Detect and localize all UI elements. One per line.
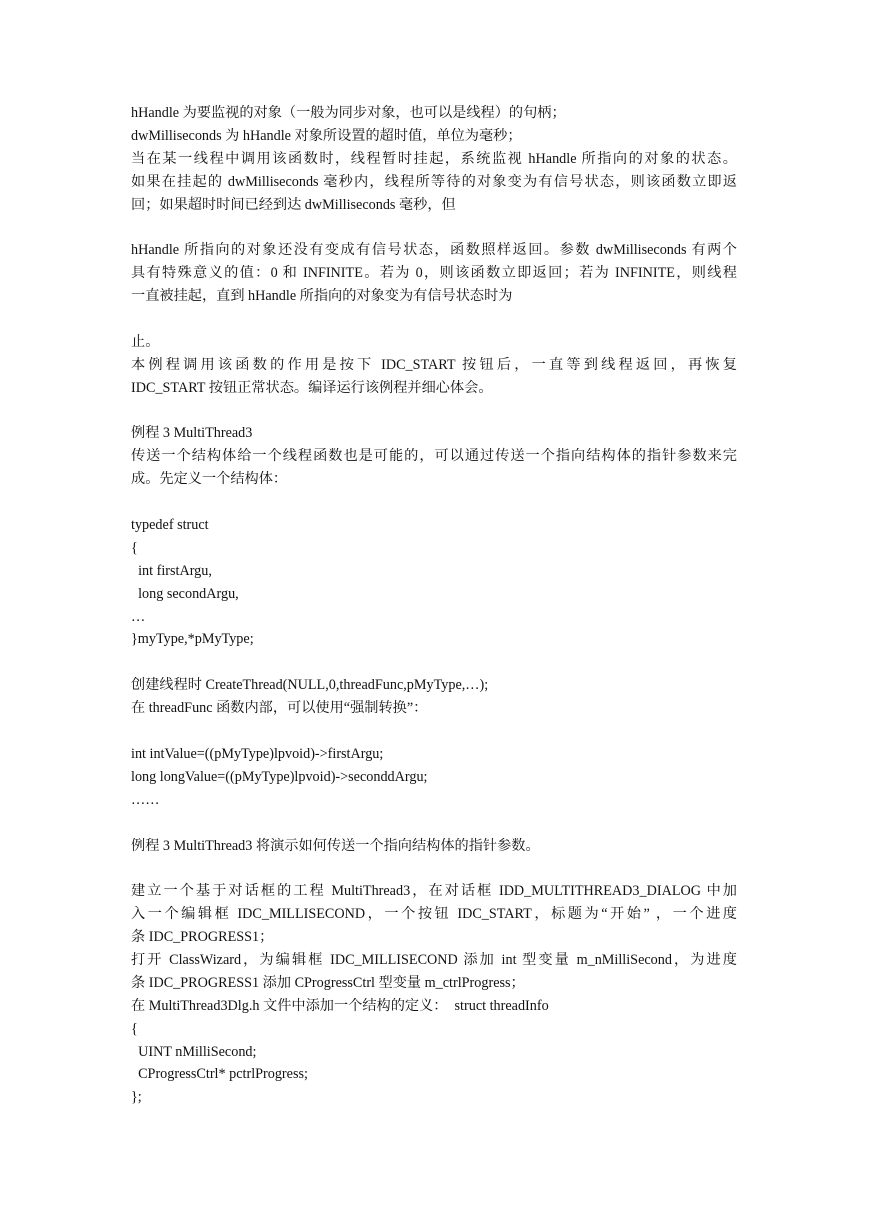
text-line: 回；如果超时时间已经到达 dwMilliseconds 毫秒，但 bbox=[131, 196, 456, 213]
text-line: 止。 bbox=[131, 333, 160, 350]
text-line: hHandle 所指向的对象还没有变成有信号状态，函数照样返回。参数 dwMilliseconds 有两个 bbox=[131, 242, 737, 259]
text-line: hHandle 为要监视的对象（一般为同步对象，也可以是线程）的句柄； bbox=[131, 105, 566, 121]
blank-line bbox=[131, 216, 737, 239]
text-line: 打开 ClassWizard，为编辑框 IDC_MILLISECOND 添加 int 型变量 m_nMilliSecond，为进度 bbox=[131, 951, 737, 968]
code-line: …… bbox=[131, 791, 160, 808]
blank-line bbox=[131, 491, 737, 514]
blank-line bbox=[131, 720, 737, 743]
blank-line bbox=[131, 857, 737, 880]
code-line: int firstArgu, bbox=[131, 562, 212, 579]
code-line: { bbox=[131, 1020, 138, 1037]
code-line: int intValue=((pMyType)lpvoid)->firstArgu; bbox=[131, 745, 384, 762]
text-line: 条 IDC_PROGRESS1； bbox=[131, 929, 274, 946]
code-line: CProgressCtrl* pctrlProgress; bbox=[131, 1066, 308, 1083]
text-line: 在 MultiThread3Dlg.h 文件中添加一个结构的定义： struct threadInfo bbox=[131, 997, 549, 1014]
blank-line bbox=[131, 308, 737, 331]
text-line: IDC_START 按钮正常状态。编译运行该例程并细心体会。 bbox=[131, 379, 493, 396]
document-page bbox=[131, 102, 737, 1109]
text-line: 条 IDC_PROGRESS1 添加 CProgressCtrl 型变量 m_ctrlProgress； bbox=[131, 974, 525, 991]
text-line: 建立一个基于对话框的工程 MultiThread3，在对话框 IDD_MULTITHREAD3_DIALOG 中加 bbox=[131, 883, 737, 900]
text-line: 如果在挂起的 dwMilliseconds 毫秒内，线程所等待的对象变为有信号状态，则该函数立即返 bbox=[131, 173, 737, 190]
blank-line bbox=[131, 400, 737, 423]
text-line: 成。先定义一个结构体： bbox=[131, 471, 288, 488]
text-line: dwMilliseconds 为 hHandle 对象所设置的超时值，单位为毫秒； bbox=[131, 127, 522, 144]
code-line: typedef struct bbox=[131, 517, 209, 534]
blank-line bbox=[131, 651, 737, 674]
text-line: 一直被挂起，直到 hHandle 所指向的对象变为有信号状态时为 bbox=[131, 288, 513, 305]
code-line: … bbox=[131, 608, 146, 625]
code-line: }myType,*pMyType; bbox=[131, 631, 254, 648]
text-line: 在 threadFunc 函数内部，可以使用“强制转换”： bbox=[131, 700, 428, 717]
text-line: 创建线程时 CreateThread(NULL,0,threadFunc,pMyType,…); bbox=[131, 677, 489, 694]
code-line: long secondArgu, bbox=[131, 585, 239, 602]
code-line: { bbox=[131, 539, 138, 556]
text-line: 入一个编辑框 IDC_MILLISECOND，一个按钮 IDC_START，标题为“开始” ，一个进度 bbox=[131, 906, 737, 923]
code-line: UINT nMilliSecond; bbox=[131, 1043, 257, 1060]
code-line: }; bbox=[131, 1089, 142, 1106]
text-line: 例程 3 MultiThread3 将演示如何传送一个指向结构体的指针参数。 bbox=[131, 837, 540, 854]
example-heading: 例程 3 MultiThread3 bbox=[131, 425, 253, 442]
text-line: 当在某一线程中调用该函数时，线程暂时挂起，系统监视 hHandle 所指向的对象的状态。 bbox=[131, 150, 737, 167]
text-line: 具有特殊意义的值：0 和 INFINITE。若为 0，则该函数立即返回；若为 INFINITE，则线程 bbox=[131, 265, 737, 282]
text-line: 本例程调用该函数的作用是按下 IDC_START 按钮后，一直等到线程返回，再恢复 bbox=[131, 356, 737, 373]
code-line: long longValue=((pMyType)lpvoid)->seconddArgu; bbox=[131, 768, 428, 785]
text-line: 传送一个结构体给一个线程函数也是可能的，可以通过传送一个指向结构体的指针参数来完 bbox=[131, 448, 737, 465]
blank-line bbox=[131, 812, 737, 835]
